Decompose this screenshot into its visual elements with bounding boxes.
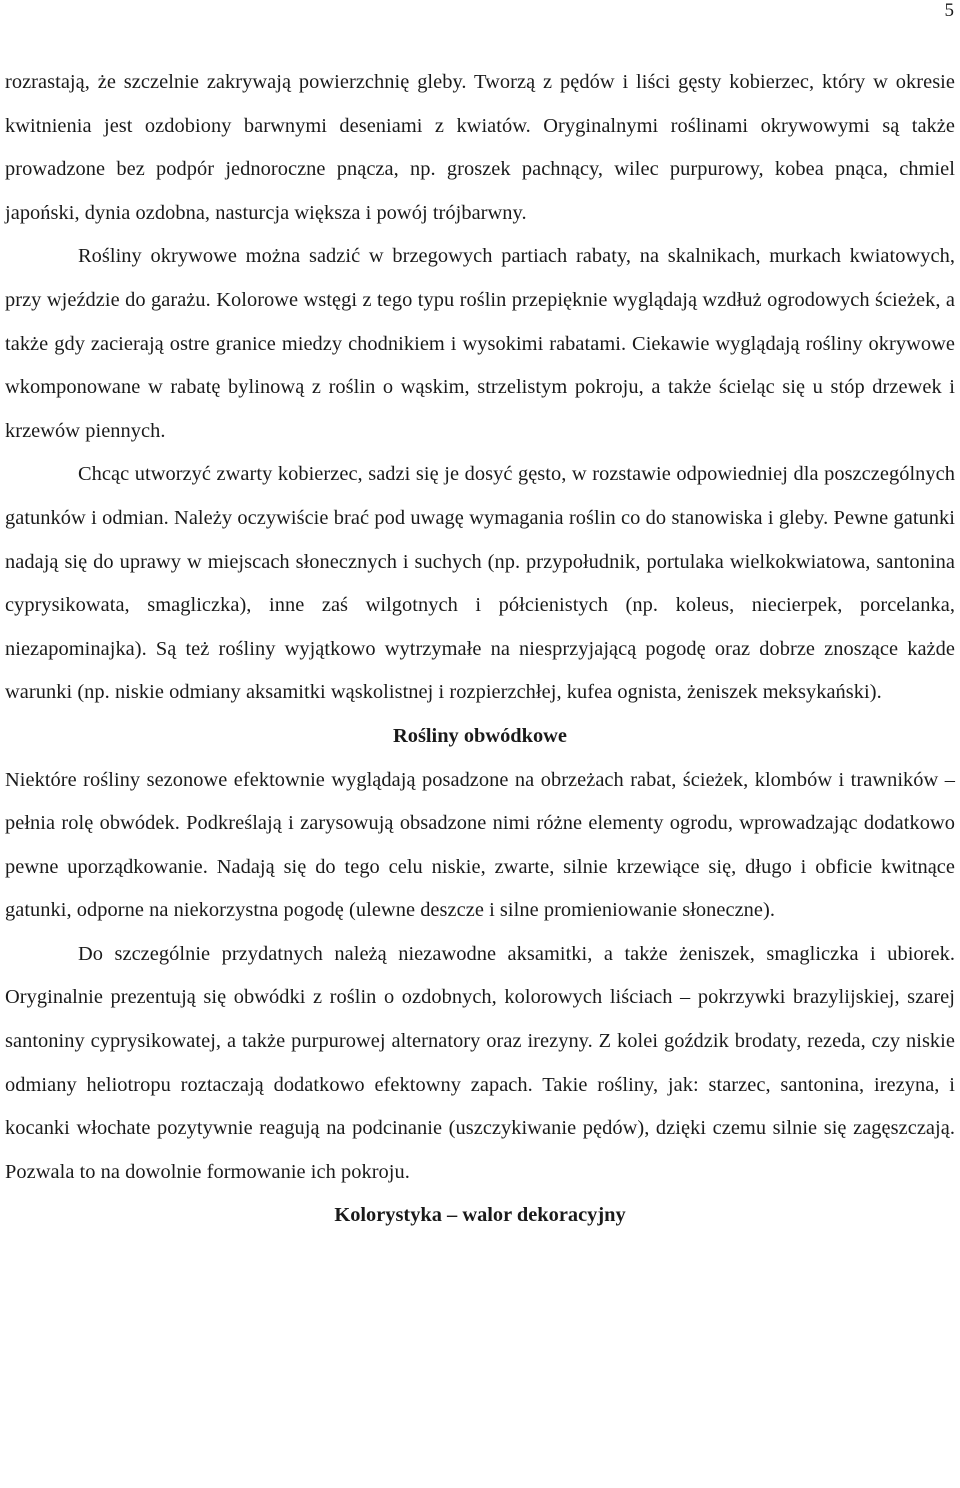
paragraph-groundcover-intro: rozrastają, że szczelnie zakrywają powierzchnię gleby. Tworzą z pędów i liści gęsty kobierzec, który w okresie kwitnienia jest ozdobiony barwnymi deseniami z kwiatów. Oryginalnymi roślinami okrywowymi są także prowadzone bez podpór jednoroczne pnącza, np. groszek pachnący, wilec purpurowy, kobea pnąca, chmiel japoński, dynia ozdobna, nasturcja większa i powój trójbarwny. [5,71,955,224]
section-heading-border-plants: Rośliny obwódkowe [393,724,567,747]
paragraph-border-plants-species: Do szczególnie przydatnych należą niezawodne aksamitki, a także żeniszek, smagliczka i ubiorek. Oryginalnie prezentują się obwódki z roślin o ozdobnych, kolorowych liściach – pokrzywki brazylijskiej, szarej santoniny cyprysikowatej, a także purpurowej alternatory oraz irezyny. Z kolei goździk brodaty, rezeda, czy niskie odmiany heliotropu roztaczają dodatkowo efektowny zapach. Takie rośliny, jak: starzec, santonina, irezyna, i kocanki włochate pozytywnie reagują na podcinanie (uszczykiwanie pędów), dzięki czemu silnie się zagęszczają. Pozwala to na dowolnie formowanie ich pokroju. [5,942,955,1183]
paragraph-groundcover-placement: Rośliny okrywowe można sadzić w brzegowych partiach rabaty, na skalnikach, murkach kwiatowych, przy wjeździe do garażu. Kolorowe wstęgi z tego typu roślin przepięknie wyglądają wzdłuż ogrodowych ścieżek, a także gdy zacierają ostre granice miedzy chodnikiem i wysokimi rabatami. Ciekawie wyglądają rośliny okrywowe wkomponowane w rabatę bylinową z roślin o wąskim, strzelistym pokroju, a także ścieląc się u stóp drzewek i krzewów piennych. [5,245,955,442]
paragraph-border-plants-intro: Niektóre rośliny sezonowe efektownie wyglądają posadzone na obrzeżach rabat, ścieżek, klombów i trawników – pełnia rolę obwódek. Podkreślają i zarysowują obsadzone nimi różne elementy ogrodu, wprowadzając dodatkowo pewne uporządkowanie. Nadają się do tego celu niskie, zwarte, silnie krzewiące się, długo i obficie kwitnące gatunki, odporne na niekorzystna pogodę (ulewne deszcze i silne promieniowanie słoneczne). [5,768,955,922]
document-body [5,61,955,1238]
section-heading-color: Kolorystyka – walor dekoracyjny [334,1204,626,1227]
page-number: 5 [944,0,954,21]
paragraph-groundcover-planting: Chcąc utworzyć zwarty kobierzec, sadzi się je dosyć gęsto, w rozstawie odpowiedniej dla poszczególnych gatunków i odmian. Należy oczywiście brać pod uwagę wymagania roślin co do stanowiska i gleby. Pewne gatunki nadają się do uprawy w miejscach słonecznych i suchych (np. przypołudnik, portulaka wielkokwiatowa, santonina cyprysikowata, smagliczka), inne zaś wilgotnych i półcienistych (np. koleus, niecierpek, porcelanka, niezapominajka). Są też rośliny wyjątkowo wytrzymałe na niesprzyjającą pogodę oraz dobrze znoszące każde warunki (np. niskie odmiany aksamitki wąskolistnej i rozpierzchłej, kufea ognista, żeniszek meksykański). [5,463,955,704]
